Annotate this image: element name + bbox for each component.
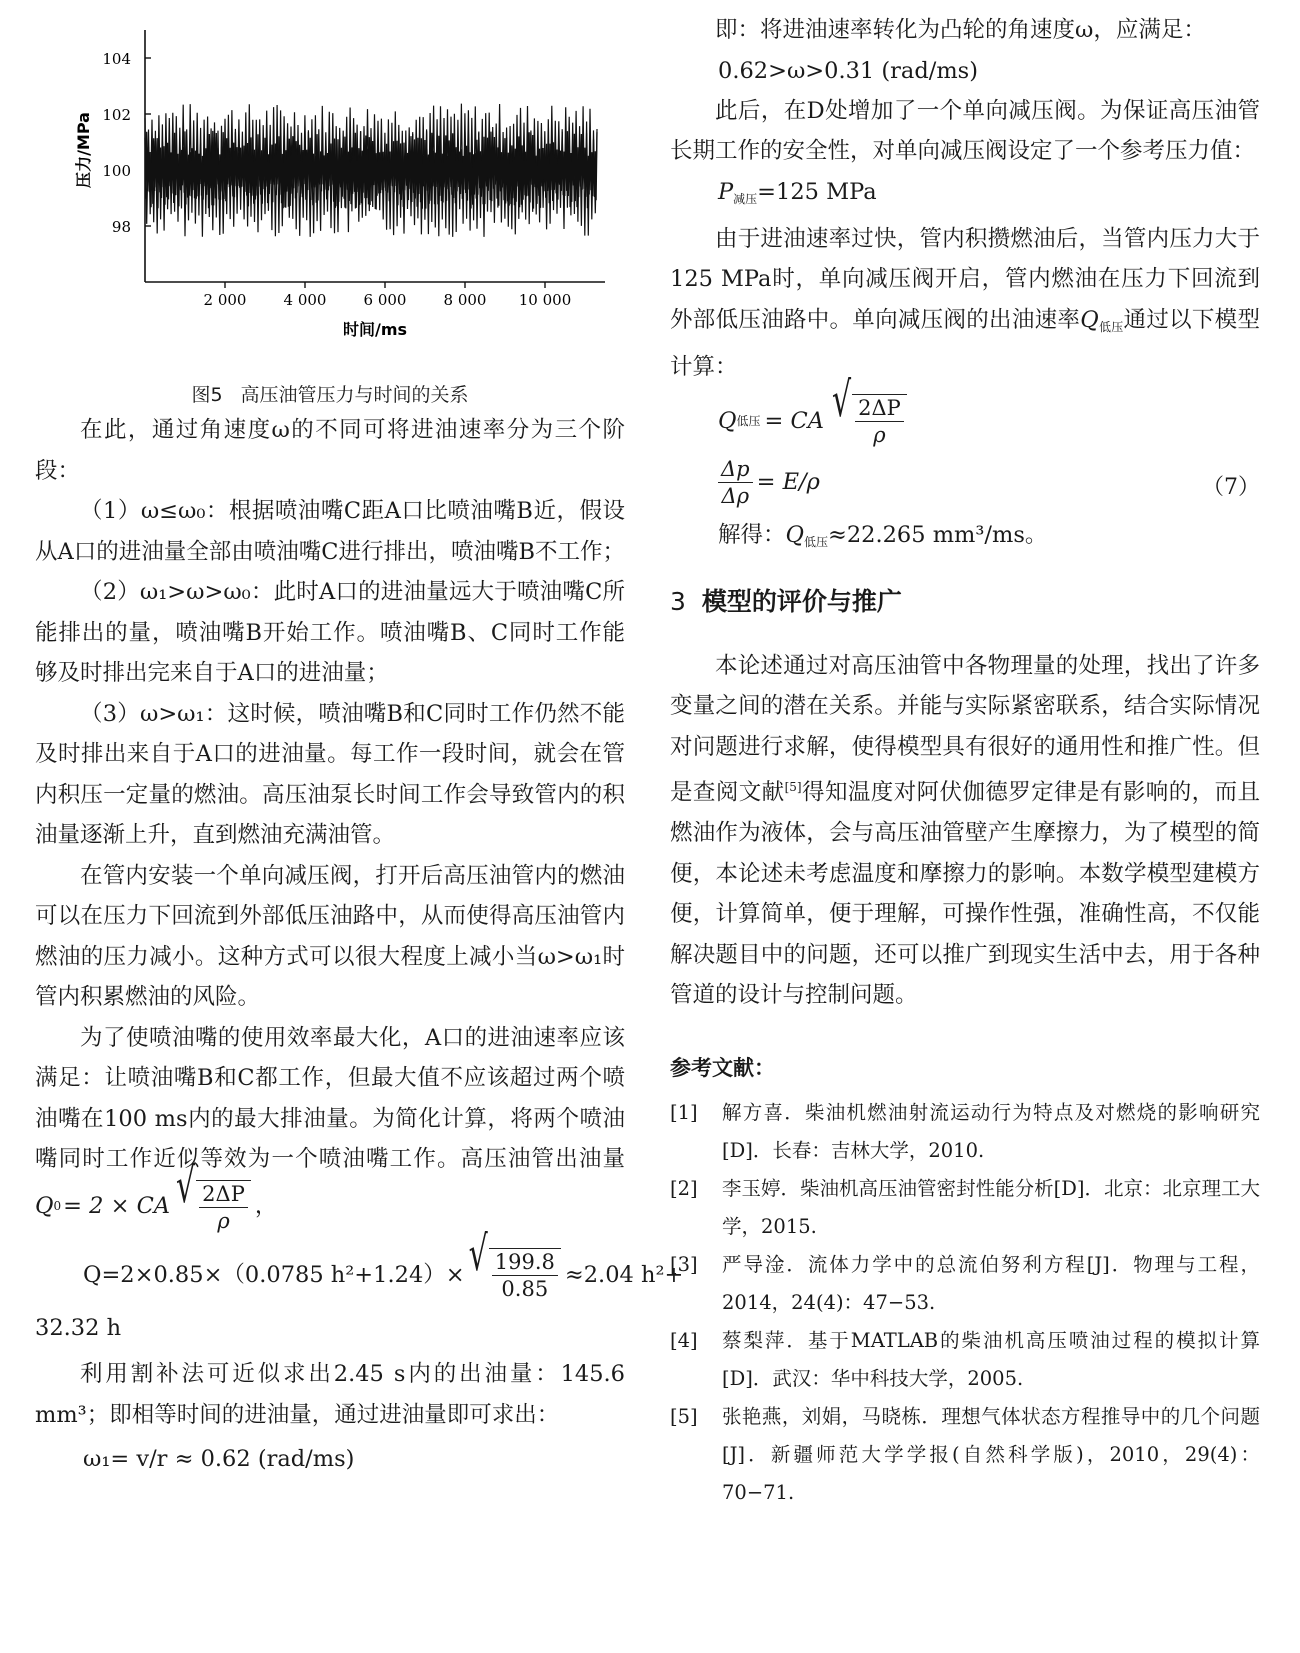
reference-number: [1] bbox=[670, 1100, 698, 1124]
numerator: 2ΔP bbox=[855, 395, 904, 422]
reference-item bbox=[670, 1398, 1260, 1512]
eq-text: ≈2.04 h²+ bbox=[564, 1261, 684, 1288]
paragraph bbox=[670, 646, 1260, 1016]
reference-number: [5] bbox=[670, 1404, 698, 1428]
eq-symbol: Q bbox=[718, 407, 737, 434]
radical-sign: √ bbox=[831, 372, 852, 429]
sqrt bbox=[831, 372, 907, 448]
figure-caption bbox=[35, 380, 625, 407]
paragraph: （2）ω₁>ω>ω₀：此时A口的进油量远大于喷油嘴C所能排出的量，喷油嘴B开始工作。喷油嘴B、C同时工作能够及时排出完来自于A口的进油量； bbox=[35, 579, 625, 686]
y-tick-label: 98 bbox=[111, 218, 131, 236]
eq-subscript: 低压 bbox=[803, 534, 828, 549]
section-title: 模型的评价与推广 bbox=[701, 586, 902, 616]
x-tick-label: 6 000 bbox=[363, 291, 407, 309]
equation-continuation: 32.32 h bbox=[35, 1314, 122, 1341]
reference-number: [2] bbox=[670, 1176, 698, 1200]
paragraph: 此后，在D处增加了一个单向减压阀。为保证高压油管长期工作的安全性，对单向减压阀设定了一个参考压力值： bbox=[670, 97, 1260, 164]
paragraph bbox=[35, 1018, 625, 1234]
x-tick-label: 8 000 bbox=[443, 291, 487, 309]
paragraph-text: 通过以下模型计算： bbox=[670, 306, 1260, 380]
paragraph bbox=[670, 219, 1260, 388]
eq-text: = E/ρ bbox=[756, 469, 820, 495]
eq-subscript: 低压 bbox=[1098, 319, 1124, 334]
x-tick-label: 2 000 bbox=[203, 291, 247, 309]
reference-item bbox=[670, 1322, 1260, 1398]
x-tick-label: 4 000 bbox=[283, 291, 327, 309]
y-tick-label: 100 bbox=[102, 162, 131, 180]
denominator: 0.85 bbox=[501, 1276, 549, 1301]
equation-number: （7） bbox=[1202, 474, 1260, 500]
reference-text: 张艳燕，刘娟，马晓栋．理想气体状态方程推导中的几个问题[J]．新疆师范大学学报(自然科学版)，2010，29(4)：70−71. bbox=[722, 1404, 1260, 1504]
eq-text: ≈22.265 mm³/ms。 bbox=[827, 521, 1048, 548]
radicand bbox=[489, 1248, 561, 1302]
fraction bbox=[492, 1249, 558, 1302]
fraction bbox=[199, 1181, 248, 1234]
equation-result bbox=[670, 515, 1260, 562]
eq-text: = 2 × CA bbox=[63, 1193, 171, 1220]
reference-text: 严导淦．流体力学中的总流伯努利方程[J]．物理与工程，2014，24(4)：47−53. bbox=[722, 1252, 1260, 1314]
section-number: 3 bbox=[670, 586, 686, 616]
equation-q-low bbox=[670, 372, 1260, 448]
paragraph: （3）ω>ω₁：这时候，喷油嘴B和C同时工作仍然不能及时排出来自于A口的进油量。每工作一段时间，就会在管内积压一定量的燃油。高压油泵长时间工作会导致管内的积油量逐渐上升，直到燃油充满油管。 bbox=[35, 700, 625, 848]
radical-sign: √ bbox=[176, 1158, 196, 1215]
caption-number: 图5 bbox=[191, 384, 223, 406]
section-heading bbox=[670, 582, 1260, 622]
paragraph-text: 得知温度对阿伏伽德罗定律是有影响的，而且燃油作为液体，会与高压油管壁产生摩擦力，为了模型的简便，本论述未考虑温度和摩擦力的影响。本数学模型建模方便，计算简单，便于理解，可操作性强，准确性高，不仅能解决题目中的问题，还可以推广到现实生活中去，用于各种管道的设计与控制问题。 bbox=[670, 779, 1260, 1008]
paragraph: （1）ω≤ω₀：根据喷油嘴C距A口比喷油嘴B近，假设从A口的进油量全部由喷油嘴C进行排出，喷油嘴B不工作； bbox=[35, 498, 625, 565]
references-title: 参考文献： bbox=[670, 1055, 775, 1080]
equation-7 bbox=[670, 372, 1260, 509]
sqrt bbox=[468, 1226, 561, 1302]
x-axis-label: 时间/ms bbox=[342, 320, 408, 339]
reference-text: 蔡梨萍．基于MATLAB的柴油机高压喷油过程的模拟计算[D]．武汉：华中科技大学，2005. bbox=[722, 1328, 1260, 1390]
reference-number: [4] bbox=[670, 1328, 698, 1352]
equation-q0 bbox=[35, 1158, 278, 1234]
eq-text: 解得： bbox=[718, 521, 786, 548]
denominator: ρ bbox=[217, 1208, 230, 1233]
reference-item bbox=[670, 1246, 1260, 1322]
pressure-time-chart bbox=[35, 0, 625, 370]
eq-symbol: Q bbox=[35, 1193, 54, 1220]
reference-item bbox=[670, 1094, 1260, 1170]
reference-item bbox=[670, 1170, 1260, 1246]
eq-symbol: Q bbox=[785, 521, 804, 548]
radicand bbox=[196, 1180, 251, 1234]
sqrt bbox=[176, 1158, 251, 1234]
eq-text: =125 MPa bbox=[757, 178, 877, 205]
y-tick-label: 104 bbox=[102, 50, 131, 68]
fraction bbox=[855, 395, 904, 448]
equation-omega1: ω₁= v/r ≈ 0.62 (rad/ms) bbox=[83, 1446, 355, 1472]
reference-text: 李玉婷．柴油机高压油管密封性能分析[D]．北京：北京理工大学，2015. bbox=[722, 1176, 1260, 1238]
x-tick-label: 10 000 bbox=[518, 291, 572, 309]
equation-omega-range: 0.62>ω>0.31 (rad/ms) bbox=[718, 57, 978, 84]
y-axis-label: 压力/MPa bbox=[74, 112, 93, 188]
paragraph: 在此，通过角速度ω的不同可将进油速率分为三个阶段： bbox=[35, 417, 625, 484]
eq-symbol: P bbox=[718, 178, 734, 205]
paragraph-text: 由于进油速率过快，管内积攒燃油后，当管内压力大于125 MPa时，单向减压阀开启，管内燃油在压力下回流到外部低压油路中。单向减压阀的出油速率 bbox=[670, 225, 1260, 333]
paragraph-text: 为了使喷油嘴的使用效率最大化，A口的进油速率应该满足：让喷油嘴B和C都工作，但最大值不应该超过两个喷油嘴在100 ms内的最大排油量。为简化计算，将两个喷油嘴同时工作近似等效为一个喷油嘴工作。高压油管出油量 bbox=[35, 1024, 625, 1172]
equation-p-reduce bbox=[670, 172, 1260, 219]
eq-subscript: 低压 bbox=[736, 413, 761, 428]
eq-subscript: 0 bbox=[53, 1199, 62, 1214]
paragraph-text: 本论述通过对高压油管中各物理量的处理，找出了许多变量之间的潜在关系。并能与实际紧密联系，结合实际情况对问题进行求解，使得模型具有很好的通用性和推广性。但是查阅文献 bbox=[670, 652, 1260, 806]
numerator: Δp bbox=[718, 456, 753, 483]
paragraph: 利用割补法可近似求出2.45 s内的出油量：145.6 mm³；即相等时间的进油量，通过进油量即可求出： bbox=[35, 1361, 625, 1428]
caption-text: 高压油管压力与时间的关系 bbox=[240, 384, 469, 406]
eq-symbol: Q bbox=[1080, 306, 1099, 333]
reference-list bbox=[670, 1094, 1260, 1512]
radicand bbox=[852, 394, 907, 448]
eq-punct: ， bbox=[254, 1193, 278, 1220]
equation-q bbox=[35, 1226, 684, 1302]
fraction bbox=[718, 456, 753, 509]
denominator: ρ bbox=[873, 422, 886, 447]
eq-subscript: 减压 bbox=[733, 191, 758, 206]
citation: [5] bbox=[784, 780, 802, 794]
left-column bbox=[35, 0, 684, 1479]
reference-number: [3] bbox=[670, 1252, 698, 1276]
denominator: Δρ bbox=[721, 483, 750, 508]
y-tick-label: 102 bbox=[102, 106, 131, 124]
eq-text: = CA bbox=[764, 407, 824, 434]
numerator: 199.8 bbox=[492, 1249, 558, 1276]
right-column bbox=[670, 10, 1260, 1512]
radical-sign: √ bbox=[468, 1226, 488, 1283]
figure-5 bbox=[35, 0, 625, 410]
paragraph: 在管内安装一个单向减压阀，打开后高压油管内的燃油可以在压力下回流到外部低压油路中，从而使得高压油管内燃油的压力减小。这种方式可以很大程度上减小当ω>ω₁时管内积累燃油的风险。 bbox=[35, 862, 625, 1010]
eq-text: Q=2×0.85×（0.0785 h²+1.24）× bbox=[83, 1261, 465, 1288]
equation-dp bbox=[670, 456, 1260, 509]
numerator: 2ΔP bbox=[199, 1181, 248, 1208]
reference-text: 解方喜．柴油机燃油射流运动行为特点及对燃烧的影响研究[D]．长春：吉林大学，2010. bbox=[722, 1100, 1260, 1162]
paragraph: 即：将进油速率转化为凸轮的角速度ω，应满足： bbox=[715, 17, 1206, 43]
